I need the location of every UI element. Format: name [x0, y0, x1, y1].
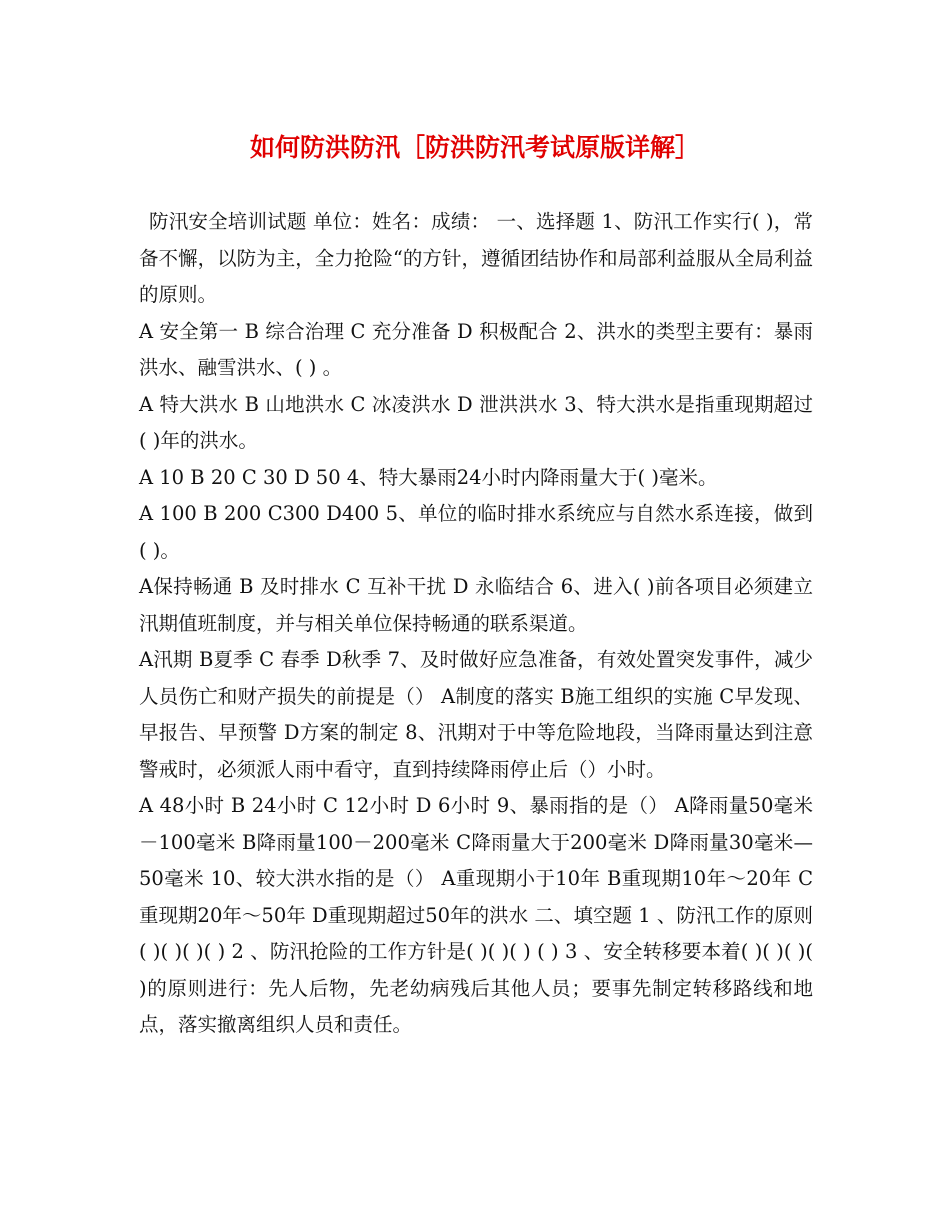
paragraph: A保持畅通 B 及时排水 C 互补干扰 D 永临结合 6、进入( )前各项目必须建立汛期值班制度，并与相关单位保持畅通的联系渠道。 [139, 575, 813, 635]
paragraph: A 48小时 B 24小时 C 12小时 D 6小时 9、暴雨指的是（） A降雨量50毫米－100毫米 B降雨量100－200毫米 C降雨量大于200毫米 D降雨量30毫米—50毫米 10、较大洪水指的是（） A重现期小于10年 B重现期10年～20年 C重现期20年～50年 D重现期超过50年的洪水 二、填空题 1 、防汛工作的原则( )( )( )( ) 2 、防汛抢险的工作方针是( )( )( ) ( ) 3 、安全转移要本着( )( )( )( )的原则进行：先人后物，先老幼病残后其他人员；要事先制定转移路线和地 点，落实撤离组织人员和责任。 [139, 794, 813, 1036]
paragraph: A 安全第一 B 综合治理 C 充分准备 D 积极配合 2、洪水的类型主要有：暴雨洪水、融雪洪水、( ) 。 [139, 319, 813, 379]
document-title: 如何防洪防汛［防洪防汛考试原版详解］ [249, 133, 700, 162]
paragraph: A汛期 B夏季 C 春季 D秋季 7、及时做好应急准备，有效处置突发事件，减少人员伤亡和财产损失的前提是（） A制度的落实 B施工组织的实施 C早发现、早报告、早预警 D方案的制定 8、汛期对于中等危险地段，当降雨量达到注意警戒时，必须派人雨中看守，直到持续降雨停止后（）小时。 [139, 648, 813, 781]
document-body [139, 204, 813, 1044]
paragraph: A 特大洪水 B 山地洪水 C 冰凌洪水 D 泄洪洪水 3、特大洪水是指重现期超过 ( )年的洪水。 [139, 392, 813, 452]
paragraph: 防汛安全培训试题 单位：姓名：成绩： 一、选择题 1、防汛工作实行( )，常备不懈，以防为主，全力抢险“的方针，遵循团结协作和局部利益服从全局利益的原则。 [139, 210, 813, 306]
paragraph: A 100 B 200 C300 D400 5、单位的临时排水系统应与自然水系连接，做到 ( )。 [139, 502, 813, 562]
paragraph: A 10 B 20 C 30 D 50 4、特大暴雨24小时内降雨量大于( )毫米。 [139, 465, 718, 489]
